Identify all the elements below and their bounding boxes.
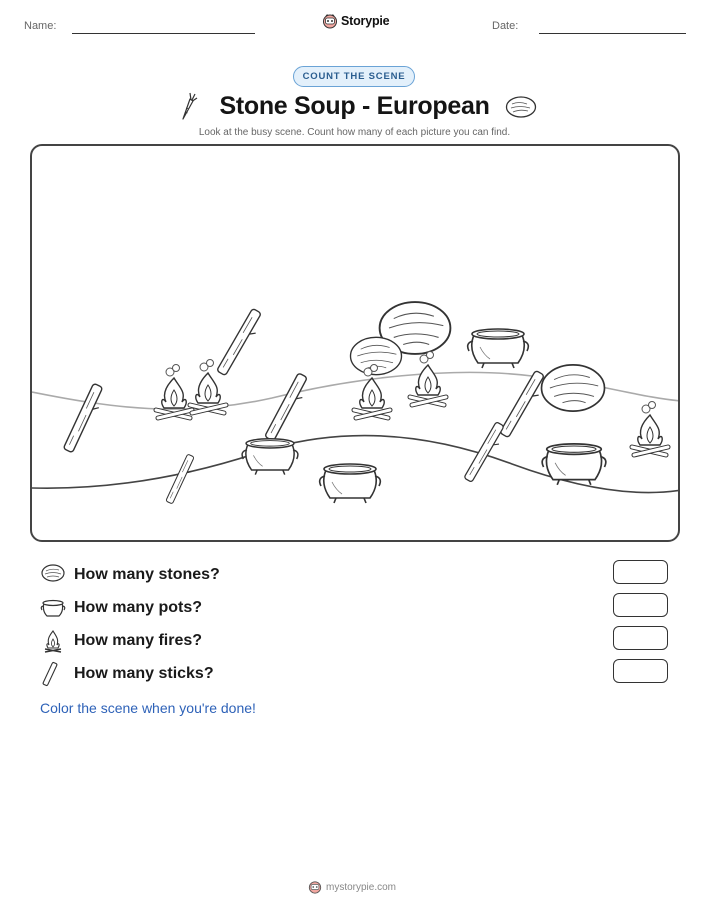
name-label: Name: <box>24 20 57 32</box>
count-scene-badge: COUNT THE SCENE <box>293 66 415 87</box>
question-pots <box>40 595 670 621</box>
question-text: How many pots? <box>74 599 203 616</box>
answer-box-sticks[interactable] <box>613 659 668 683</box>
page-title: Stone Soup - European <box>219 92 490 120</box>
name-line[interactable] <box>72 33 255 34</box>
stick <box>265 373 312 444</box>
storypie-mascot-icon <box>322 13 338 29</box>
stick-icon <box>40 661 66 687</box>
pot <box>242 439 298 475</box>
instructions: Look at the busy scene. Count how many of each picture you can find. <box>198 127 511 138</box>
pot-icon <box>40 595 66 621</box>
fire <box>156 365 192 419</box>
stick <box>217 308 266 378</box>
scene-panel <box>30 144 680 542</box>
question-fires <box>40 628 670 654</box>
stone <box>542 365 605 411</box>
stick <box>166 454 198 506</box>
pot <box>542 444 606 485</box>
question-sticks <box>40 661 670 687</box>
answer-box-stones[interactable] <box>613 560 668 584</box>
date-label: Date: <box>492 20 519 32</box>
footer-url[interactable]: mystorypie.com <box>326 881 397 893</box>
brand-name: Storypie <box>341 14 390 28</box>
stick <box>500 370 549 440</box>
question-stones <box>40 562 670 588</box>
pot <box>468 329 529 368</box>
stick <box>63 383 107 455</box>
answer-box-pots[interactable] <box>613 593 668 617</box>
stone-icon <box>40 562 66 588</box>
scene-illustration <box>32 146 680 542</box>
fire-icon <box>40 628 66 654</box>
answer-box-fires[interactable] <box>613 626 668 650</box>
question-text: How many sticks? <box>74 665 214 682</box>
date-line[interactable] <box>539 33 686 34</box>
fire <box>410 352 446 406</box>
question-text: How many stones? <box>74 566 220 583</box>
color-instruction: Color the scene when you're done! <box>40 700 256 716</box>
footer <box>308 880 396 894</box>
storypie-mascot-icon <box>308 880 322 894</box>
fire <box>632 402 668 456</box>
storypie-logo <box>322 13 389 29</box>
pot <box>320 464 381 503</box>
question-text: How many fires? <box>74 632 203 649</box>
stone-icon <box>505 95 537 119</box>
stick <box>464 422 508 485</box>
